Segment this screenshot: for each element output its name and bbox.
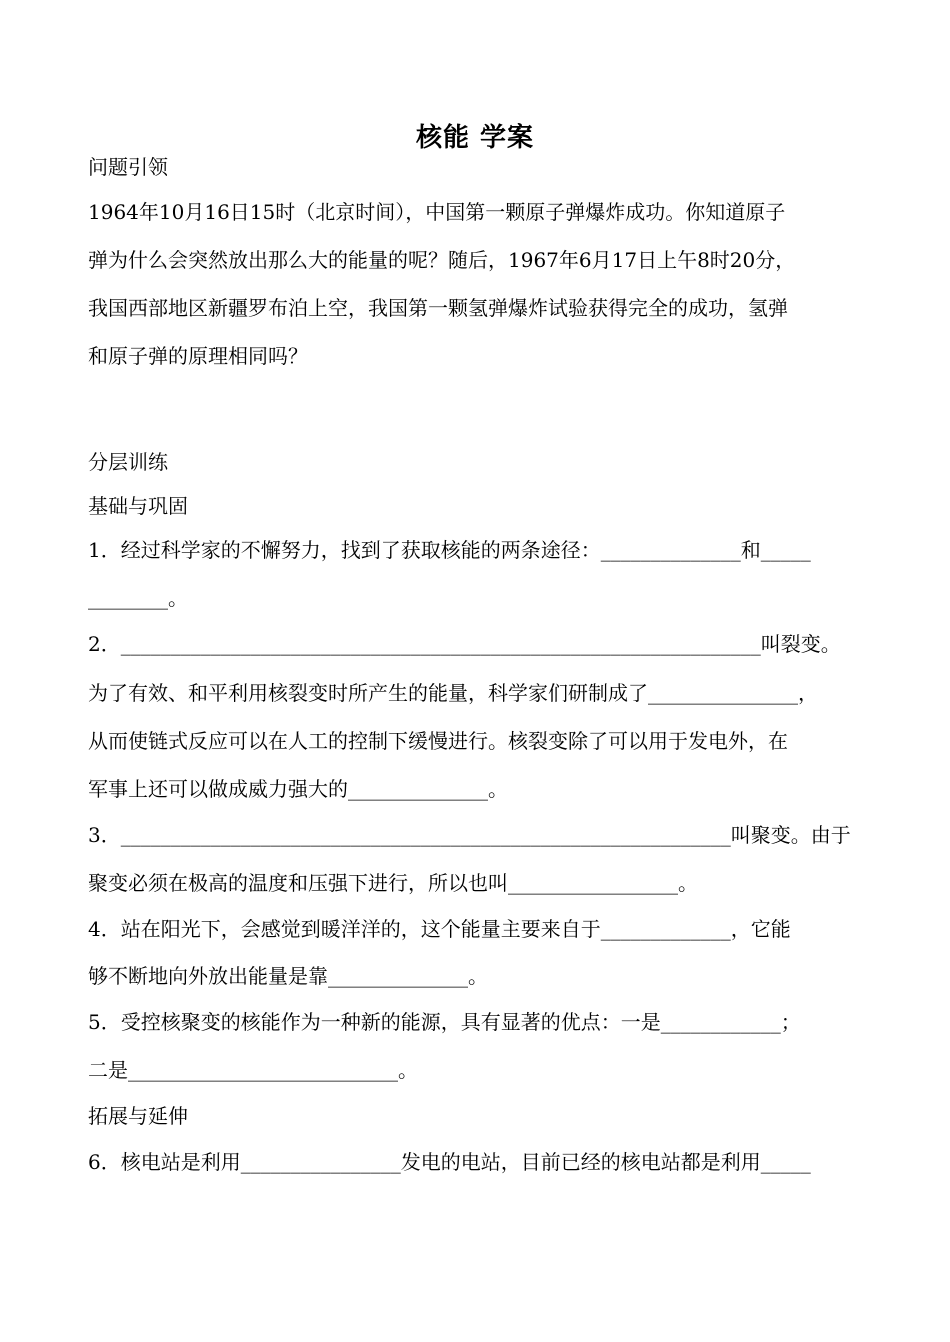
- question-3-line: 3．_____________________________________________________________叫聚变。由于: [88, 823, 851, 847]
- question-6-line: 6．核电站是利用________________发电的电站，目前已经的核电站都是利用_____: [88, 1150, 811, 1174]
- question-1-line: ________。: [88, 586, 188, 610]
- page-title: 核能 学案: [415, 123, 535, 153]
- question-5-line: 二是___________________________。: [88, 1058, 418, 1082]
- question-5-line: 5．受控核聚变的核能作为一种新的能源，具有显著的优点：一是____________；: [88, 1010, 801, 1034]
- section-heading-layered-training: 分层训练: [88, 450, 168, 474]
- question-2-line: 2．________________________________________________________________叫裂变。: [88, 632, 841, 656]
- question-1-line: 1．经过科学家的不懈努力，找到了获取核能的两条途径：______________和_____: [88, 538, 811, 562]
- question-4-line: 4．站在阳光下，会感觉到暖洋洋的，这个能量主要来自于_____________，它能: [88, 917, 791, 941]
- intro-paragraph-line: 1964年10月16日15时（北京时间），中国第一颗原子弹爆炸成功。你知道原子: [88, 200, 786, 224]
- intro-paragraph-line: 弹为什么会突然放出那么大的能量的呢？随后，1967年6月17日上午8时20分，: [88, 248, 796, 272]
- question-2-line: 从而使链式反应可以在人工的控制下缓慢进行。核裂变除了可以用于发电外，在: [88, 729, 788, 753]
- section-heading-question-lead: 问题引领: [88, 155, 168, 179]
- intro-paragraph-line: 我国西部地区新疆罗布泊上空，我国第一颗氢弹爆炸试验获得完全的成功，氢弹: [88, 296, 788, 320]
- question-2-line: 军事上还可以做成威力强大的______________。: [88, 777, 508, 801]
- question-4-line: 够不断地向外放出能量是靠______________。: [88, 964, 488, 988]
- subsection-heading-basics: 基础与巩固: [88, 494, 188, 518]
- subsection-heading-extension: 拓展与延伸: [88, 1104, 188, 1128]
- question-2-line: 为了有效、和平利用核裂变时所产生的能量，科学家们研制成了_______________，: [88, 681, 818, 705]
- intro-paragraph-line: 和原子弹的原理相同吗？: [88, 344, 308, 368]
- question-3-line: 聚变必须在极高的温度和压强下进行，所以也叫_________________。: [88, 871, 698, 895]
